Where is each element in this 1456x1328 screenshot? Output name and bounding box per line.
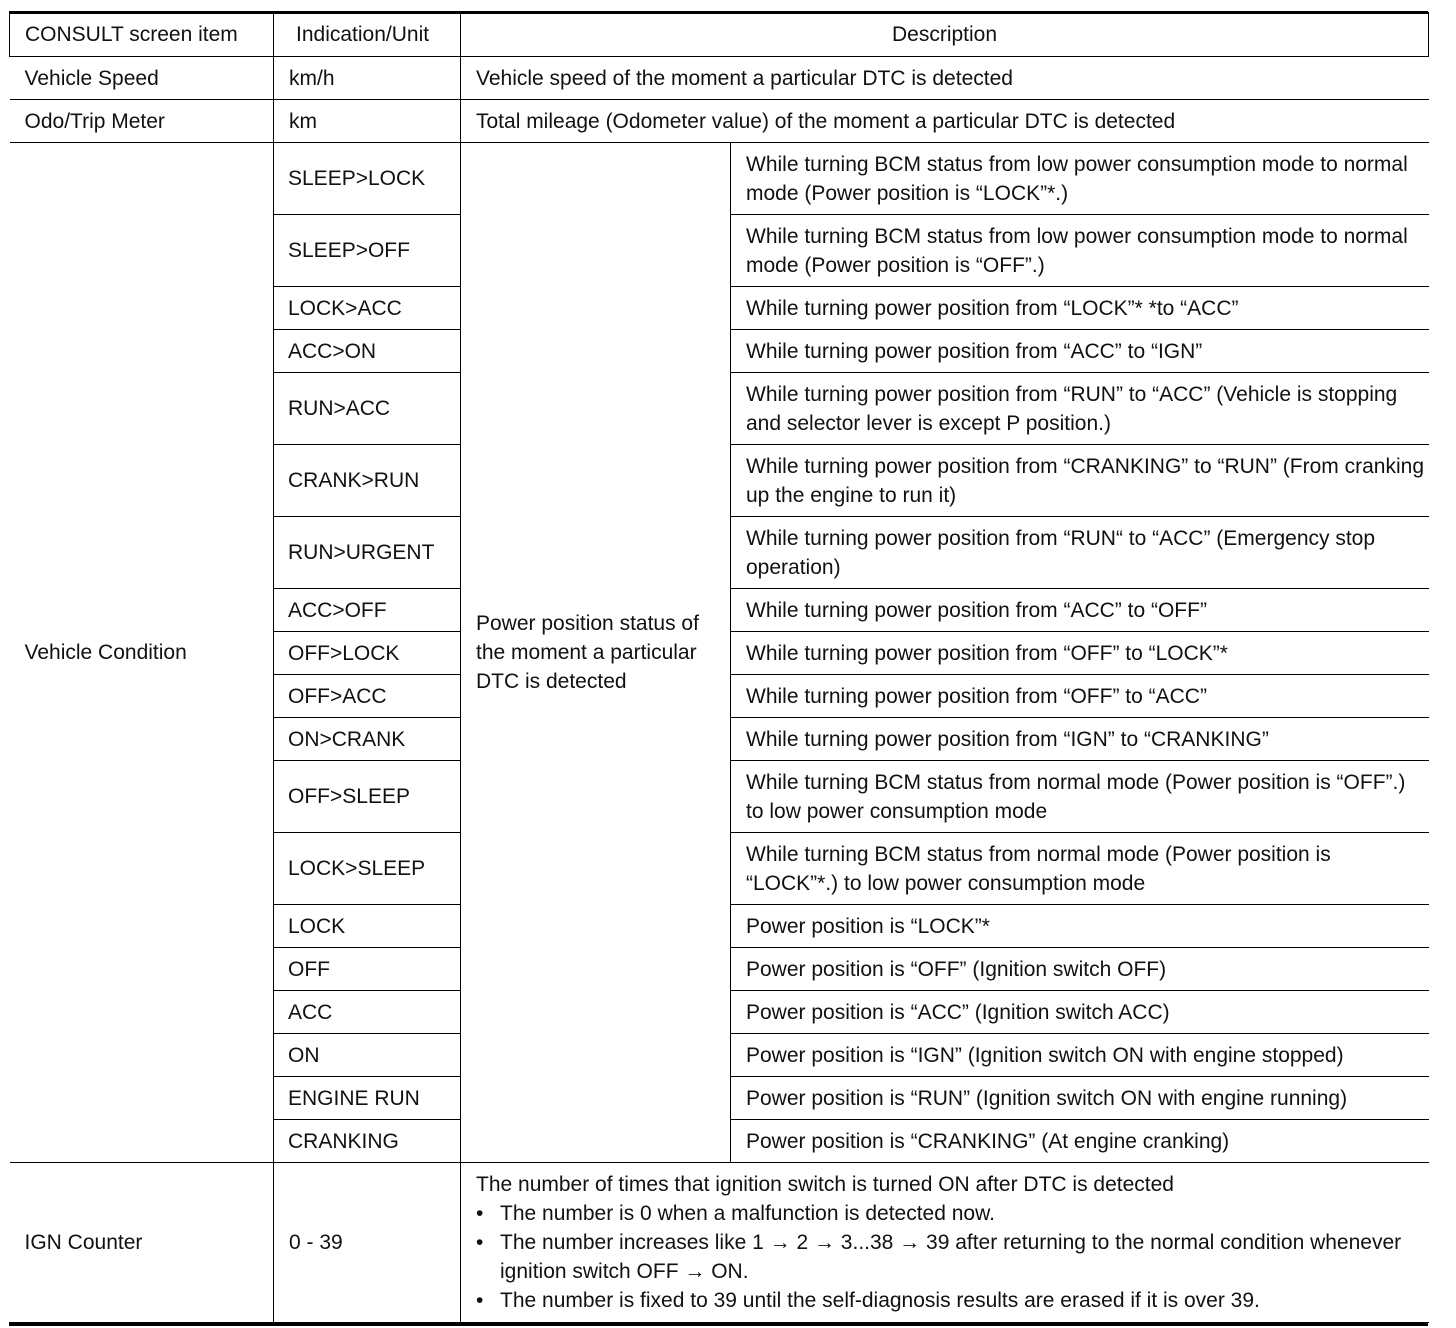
bullet-text: The number is 0 when a malfunction is detected now. xyxy=(500,1202,995,1225)
unit-cell: LOCK xyxy=(274,905,461,948)
unit-cell: OFF>LOCK xyxy=(274,632,461,675)
unit-cell: RUN>URGENT xyxy=(274,517,461,589)
description-cell: While turning power position from “RUN” to “ACC” (Vehicle is stopping and selector lever is except P position.) xyxy=(731,373,1429,445)
description-cell: Power position is “RUN” (Ignition switch ON with engine running) xyxy=(731,1077,1429,1120)
unit-cell: RUN>ACC xyxy=(274,373,461,445)
unit-cell: ACC>OFF xyxy=(274,589,461,632)
unit-cell: OFF>ACC xyxy=(274,675,461,718)
unit-cell: CRANKING xyxy=(274,1120,461,1163)
description-cell: Total mileage (Odometer value) of the moment a particular DTC is detected xyxy=(461,100,1429,143)
description-cell: Power position is “LOCK”* xyxy=(731,905,1429,948)
bullet-item xyxy=(476,1286,1429,1315)
table-row xyxy=(10,143,1429,215)
unit-cell: SLEEP>OFF xyxy=(274,215,461,287)
description-cell: Power position is “OFF” (Ignition switch OFF) xyxy=(731,948,1429,991)
unit-cell: ACC>ON xyxy=(274,330,461,373)
bullet-text: The number increases like 1 → 2 → 3...38 → 39 after returning to the normal condition whenever ignition switch OFF → ON. xyxy=(500,1231,1402,1283)
unit-cell: ACC xyxy=(274,991,461,1034)
bullet-item xyxy=(476,1228,1429,1286)
unit-cell: CRANK>RUN xyxy=(274,445,461,517)
description-cell: While turning power position from “OFF” to “LOCK”* xyxy=(731,632,1429,675)
unit-cell: LOCK>SLEEP xyxy=(274,833,461,905)
unit-cell: 0 - 39 xyxy=(274,1163,461,1323)
table-header-row xyxy=(10,13,1429,57)
header-description: Description xyxy=(461,13,1429,57)
item-cell: IGN Counter xyxy=(10,1163,274,1323)
bullet-dot: • xyxy=(476,1289,484,1312)
vehicle-condition-group xyxy=(10,143,1429,1163)
bullet-text: The number is fixed to 39 until the self-diagnosis results are erased if it is over 39. xyxy=(500,1289,1260,1312)
bullet-dot: • xyxy=(476,1202,484,1225)
description-cell: While turning power position from “LOCK”* *to “ACC” xyxy=(731,287,1429,330)
bullet-dot: • xyxy=(476,1231,484,1254)
unit-cell: ON>CRANK xyxy=(274,718,461,761)
ign-intro: The number of times that ignition switch is turned ON after DTC is detected xyxy=(476,1173,1174,1196)
table-row xyxy=(10,57,1429,100)
unit-cell: SLEEP>LOCK xyxy=(274,143,461,215)
item-cell: Vehicle Condition xyxy=(10,143,274,1163)
description-cell: While turning power position from “IGN” to “CRANKING” xyxy=(731,718,1429,761)
description-cell: While turning BCM status from normal mode (Power position is “LOCK”*.) to low power consumption mode xyxy=(731,833,1429,905)
description-cell: Power position is “ACC” (Ignition switch ACC) xyxy=(731,991,1429,1034)
unit-cell: OFF xyxy=(274,948,461,991)
unit-cell: ON xyxy=(274,1034,461,1077)
description-cell: While turning power position from “RUN“ to “ACC” (Emergency stop operation) xyxy=(731,517,1429,589)
description-cell: While turning BCM status from normal mode (Power position is “OFF”.) to low power consumption mode xyxy=(731,761,1429,833)
description-cell: While turning BCM status from low power consumption mode to normal mode (Power position is “OFF”.) xyxy=(731,215,1429,287)
description-cell xyxy=(461,1163,1429,1323)
unit-cell: OFF>SLEEP xyxy=(274,761,461,833)
table-row xyxy=(10,1163,1429,1323)
unit-cell: km/h xyxy=(274,57,461,100)
status-cell: Power position status of the moment a particular DTC is detected xyxy=(461,143,731,1163)
unit-cell: km xyxy=(274,100,461,143)
description-cell: While turning power position from “ACC” to “IGN” xyxy=(731,330,1429,373)
description-cell: Power position is “CRANKING” (At engine cranking) xyxy=(731,1120,1429,1163)
item-cell: Vehicle Speed xyxy=(10,57,274,100)
table-row xyxy=(10,100,1429,143)
table-bottom-rule xyxy=(9,1322,1428,1326)
description-cell: Vehicle speed of the moment a particular DTC is detected xyxy=(461,57,1429,100)
bullet-item xyxy=(476,1199,1429,1228)
description-cell: While turning power position from “CRANKING” to “RUN” (From cranking up the engine to run it) xyxy=(731,445,1429,517)
description-cell: While turning power position from “ACC” to “OFF” xyxy=(731,589,1429,632)
unit-cell: ENGINE RUN xyxy=(274,1077,461,1120)
description-cell: Power position is “IGN” (Ignition switch ON with engine stopped) xyxy=(731,1034,1429,1077)
description-cell: While turning power position from “OFF” to “ACC” xyxy=(731,675,1429,718)
consult-table xyxy=(9,12,1429,1323)
item-cell: Odo/Trip Meter xyxy=(10,100,274,143)
description-cell: While turning BCM status from low power consumption mode to normal mode (Power position is “LOCK”*.) xyxy=(731,143,1429,215)
unit-cell: LOCK>ACC xyxy=(274,287,461,330)
header-unit: Indication/Unit xyxy=(274,13,461,57)
header-item: CONSULT screen item xyxy=(10,13,274,57)
